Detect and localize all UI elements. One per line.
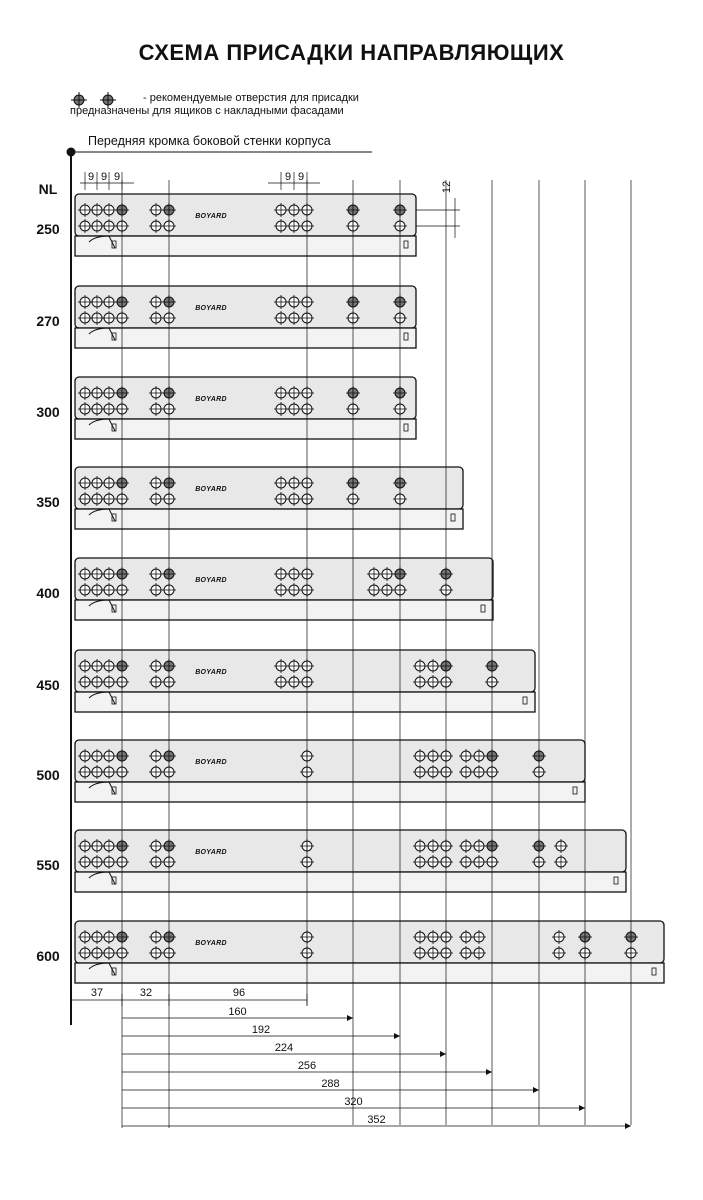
distance-dim-arrow [486,1069,492,1075]
nl-label: 550 [36,857,60,873]
pitch-label-right: 9 [297,171,305,183]
brand-logo: BOYARD [195,940,227,947]
brand-logo: BOYARD [195,305,227,312]
brand-logo: BOYARD [195,396,227,403]
distance-dim-arrow [347,1015,353,1021]
rail-lower-profile [75,600,493,620]
nl-label: 600 [36,948,60,964]
pitch-label-right: 9 [284,171,292,183]
nl-label: 500 [36,767,60,783]
rail-400 [36,558,493,620]
brand-logo: BOYARD [195,213,227,220]
brand-logo: BOYARD [195,759,227,766]
rail-250 [36,194,416,256]
nl-label: 300 [36,404,60,420]
distance-dim-label: 256 [297,1060,317,1072]
pitch-label: 9 [87,171,95,183]
distance-dim-label: 192 [251,1024,271,1036]
height-dimension-label: 12 [441,180,453,194]
rail-lower-profile [75,872,626,892]
brand-logo: BOYARD [195,849,227,856]
distance-dim-label: 224 [274,1042,294,1054]
nl-label: 450 [36,677,60,693]
brand-logo: BOYARD [195,577,227,584]
distance-dim-arrow [394,1033,400,1039]
distance-dim-label: 160 [228,1006,247,1018]
rail-450 [36,650,535,712]
rail-550 [36,830,626,892]
rail-body [75,740,585,782]
nl-header: NL [38,181,58,197]
rail-lower-profile [75,236,416,256]
distance-dim-arrow [533,1087,539,1093]
rail-350 [36,467,463,529]
rail-500 [36,740,585,802]
legend-hole-icon-2 [100,92,116,108]
nl-label: 250 [36,221,60,237]
brand-logo: BOYARD [195,486,227,493]
rail-body [75,921,664,963]
nl-label: 350 [36,494,60,510]
nl-label: 400 [36,585,60,601]
rail-lower-profile [75,328,416,348]
brand-logo: BOYARD [195,669,227,676]
distance-dim-arrow [579,1105,585,1111]
distance-dim-arrow [625,1123,631,1129]
legend-hole-icon-1 [71,92,87,108]
rail-body [75,467,463,509]
legend-text-2: предназначены для ящиков с накладными фасадами [70,105,344,117]
pitch-label: 9 [100,171,108,183]
rail-270 [36,286,416,348]
front-edge-label: Передняя кромка боковой стенки корпуса [88,134,331,148]
nl-label: 270 [36,313,60,329]
rail-300 [36,377,416,439]
offset-label: 37 [90,987,104,999]
pitch-label: 9 [113,171,121,183]
offset-label: 32 [139,987,153,999]
rail-lower-profile [75,963,664,983]
legend-text-1: - рекомендуемые отверстия для присадки [143,92,359,104]
rail-600 [36,921,664,983]
rail-lower-profile [75,782,585,802]
rail-body [75,377,416,419]
rail-body [75,286,416,328]
rail-lower-profile [75,692,535,712]
distance-dim-label: 320 [344,1096,363,1108]
distance-dim-label: 288 [321,1078,340,1090]
page-title: СХЕМА ПРИСАДКИ НАПРАВЛЯЮЩИХ [138,40,565,65]
distance-dim-label: 352 [367,1114,386,1126]
rail-lower-profile [75,419,416,439]
rail-body [75,194,416,236]
distance-dim-arrow [440,1051,446,1057]
rail-lower-profile [75,509,463,529]
offset-label: 96 [232,987,246,999]
